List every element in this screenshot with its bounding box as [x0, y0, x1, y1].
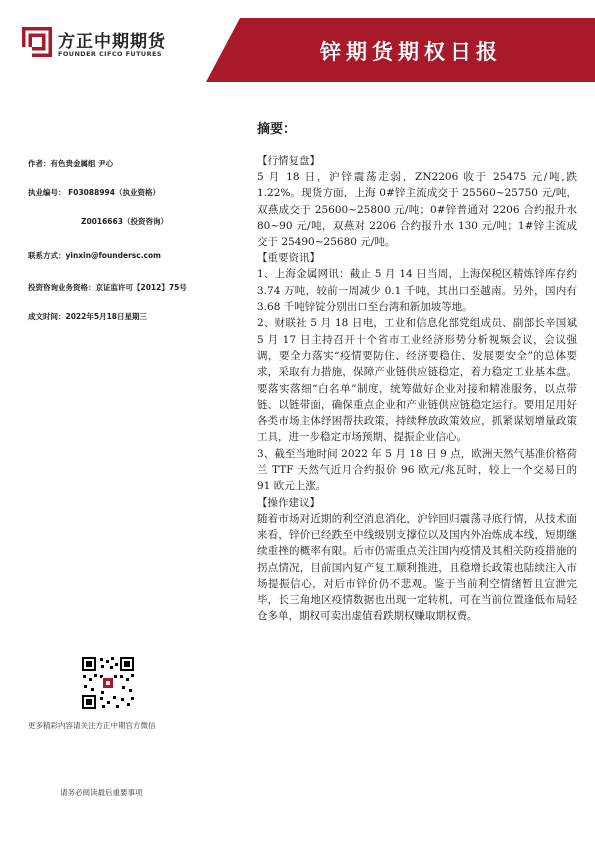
news-heading: 【重要资讯】: [257, 252, 320, 265]
report-body: [257, 118, 577, 625]
banner-notch: [206, 18, 240, 82]
license-number: 执业编号： F03088994（执业资格）: [28, 188, 160, 197]
brand-name-en: FOUNDER CIFCO FUTURES: [58, 50, 162, 58]
qualification-info: 投资咨询业务资格：京证监许可【2012】75号: [28, 283, 187, 292]
brand-name-cn: 方正中期期货: [58, 32, 166, 52]
consulting-license: Z0016663（投资咨询）: [81, 217, 168, 226]
contact-info: 联系方式：yinxin@foundersc.com: [28, 251, 161, 260]
wechat-qr-code-icon: [80, 655, 136, 711]
market-review-text: 5 月 18 日，沪锌震荡走弱，ZN2206 收于 25475 元/吨,跌 1.22%。现货方面，上海 0#锌主流成交于 25560~25750 元/吨，双燕成交于 25600~25800 元/吨；0#锌普通对 2206 合约报升水 80~90 元/吨，双燕对 2206 合约报升水 130 元/吨；1#锌主流成交于 25490~25680 元/吨。: [257, 171, 577, 249]
market-review-heading: 【行情复盘】: [257, 155, 320, 167]
advice-text: 随着市场对近期的利空消息消化，沪锌回归震荡寻底行情，从技术面来看，锌价已经跌至中线级别支撑位以及国内外冶炼成本线，短期继续重挫的概率有限。后市仍需重点关注国内疫情及其相关防疫措施的拐点情况，目前国内复产复工顺利推进，且稳增长政策也陆续注入市场提振信心，对后市锌价仍不悲观。鉴于当前利空情绪暂且宣泄完毕，长三角地区疫情数据也出现一定转机，可在当前位置逢低布局轻仓多单，期权可卖出虚值看跌期权赚取期权费。: [257, 512, 577, 623]
writing-date: 成文时间：2022年5月18日星期三: [28, 312, 148, 321]
summary-title: 摘要：: [257, 122, 297, 137]
author-info: 作者：有色贵金属组 尹心: [28, 159, 114, 168]
news-item-3: 3、截至当地时间 2022 年 5 月 18 日 9 点，欧洲天然气基准价格荷兰 TTF 天然气近月合约报价 96 欧元/兆瓦时，较上一个交易日的 91 欧元上涨。: [257, 447, 577, 493]
advice-heading: 【操作建议】: [257, 496, 320, 509]
news-item-2: 2、财联社 5 月 18 日电，工业和信息化部党组成员、副部长辛国斌 5 月 17 日主持召开十个省市工业经济形势分析视频会议，会议强调，要全力落实“疫情要防住、经济要稳住、发展要安全”的总体要求，采取有力措施，保障产业链供应链稳定，着力稳定工业基本盘。要落实落细“白名单”制度，统筹做好企业对接和精准服务，以点带链、以链带面，确保重点企业和产业链供应链稳定运行。要用足用好各类市场主体纾困帮扶政策，持续释放政策效应，抓紧谋划增量政策工具，进一步稳定市场预期、提振企业信心。: [257, 317, 577, 444]
founder-logo-icon: [22, 27, 52, 57]
report-title: 锌期货期权日报: [320, 39, 502, 64]
qr-caption: 更多精彩内容请关注方正中期官方微信: [28, 721, 156, 730]
news-item-1: 1、上海金属网讯：截止 5 月 14 日当周，上海保税区精炼锌库存约 3.74 万吨，较前一周减少 0.1 千吨，其出口至越南。另外，国内有 3.68 千吨锌锭分别出口至台湾和新加坡等地。: [257, 268, 577, 314]
disclaimer-note: 请务必阅读最后重要事项: [60, 788, 143, 797]
report-header: [0, 0, 595, 90]
